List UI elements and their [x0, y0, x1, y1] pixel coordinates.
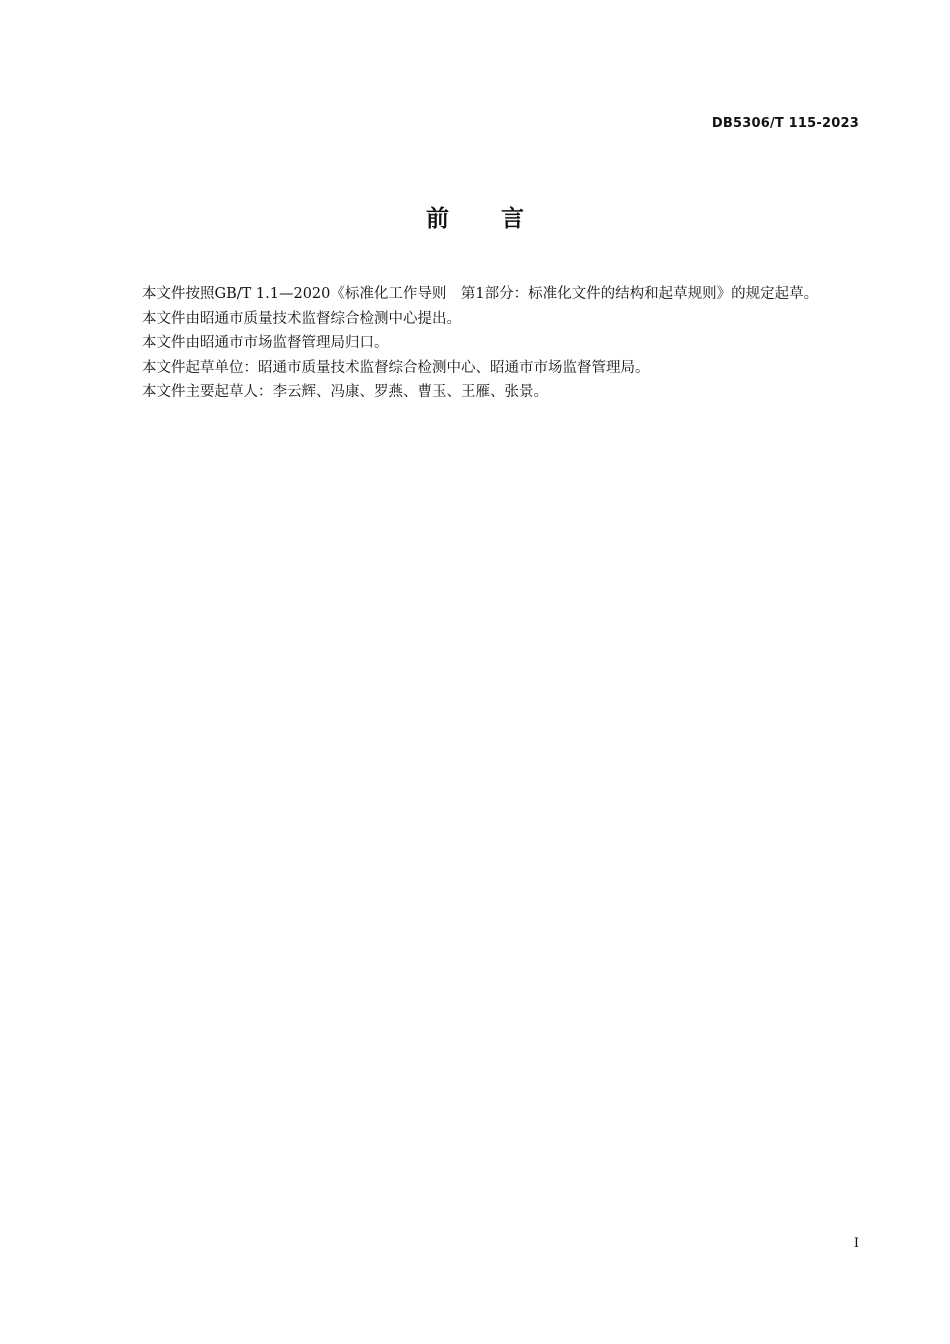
section-title: 前言 — [426, 206, 576, 232]
paragraph-proposer: 本文件由昭通市质量技术监督综合检测中心提出。 — [142, 310, 461, 327]
paragraph-drafting-units: 本文件起草单位：昭通市质量技术监督综合检测中心、昭通市市场监督管理局。 — [142, 359, 650, 376]
paragraph-drafting-rules: 本文件按照GB/T 1.1—2020《标准化工作导则 第1部分：标准化文件的结构和起草规则》的规定起草。 — [142, 286, 819, 302]
paragraph-administrator: 本文件由昭通市市场监督管理局归口。 — [142, 335, 389, 351]
foreword-body — [113, 282, 861, 405]
document-code: DB5306/T 115-2023 — [711, 116, 859, 131]
paragraph-drafters: 本文件主要起草人：李云辉、冯康、罗燕、曹玉、王雁、张景。 — [142, 384, 548, 400]
page-number: I — [853, 1236, 859, 1251]
